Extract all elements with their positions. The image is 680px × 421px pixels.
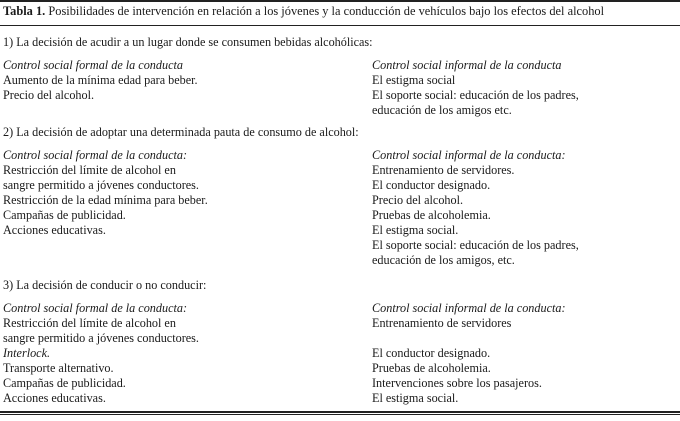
section-2-formal-item: Restricción de la edad mínima para beber. xyxy=(3,193,208,207)
section-2-formal-item: Campañas de publicidad. xyxy=(3,208,126,222)
section-1-informal-item: El soporte social: educación de los padres, xyxy=(372,88,579,102)
section-1-informal-item: educación de los amigos etc. xyxy=(372,103,512,117)
section-2-formal-item: Restricción del límite de alcohol en xyxy=(3,163,176,177)
section-1-formal-item: Aumento de la mínima edad para beber. xyxy=(3,73,198,87)
section-3-informal-item: El estigma social. xyxy=(372,391,459,405)
section-2-formal-item: Acciones educativas. xyxy=(3,223,106,237)
section-3-informal-item: Entrenamiento de servidores xyxy=(372,316,512,330)
table-caption xyxy=(3,4,679,19)
section-2-informal-heading: Control social informal de la conducta: xyxy=(372,148,566,162)
section-3-formal-item: Campañas de publicidad. xyxy=(3,376,126,390)
section-2-informal-item: El soporte social: educación de los padres, xyxy=(372,238,579,252)
section-2-informal-item: Entrenamiento de servidores. xyxy=(372,163,515,177)
section-3-informal-heading: Control social informal de la conducta: xyxy=(372,301,566,315)
section-2-informal-item: educación de los amigos, etc. xyxy=(372,253,515,267)
section-2-formal-item: sangre permitido a jóvenes conductores. xyxy=(3,178,199,192)
section-2-informal-item: El estigma social. xyxy=(372,223,459,237)
section-2-formal-heading: Control social formal de la conducta: xyxy=(3,148,188,162)
bottom-rule-thin xyxy=(0,414,680,415)
section-3-formal-item: Interlock. xyxy=(3,346,51,360)
bottom-rule-thick xyxy=(0,411,680,413)
section-3-formal-item: Restricción del límite de alcohol en xyxy=(3,316,176,330)
section-2-informal-item: Precio del alcohol. xyxy=(372,193,464,207)
section-1-formal-item: Precio del alcohol. xyxy=(3,88,95,102)
section-2-informal-item: Pruebas de alcoholemia. xyxy=(372,208,491,222)
section-2-title: 2) La decisión de adoptar una determinada pauta de consumo de alcohol: xyxy=(3,125,359,139)
section-3-informal-item: El conductor designado. xyxy=(372,346,491,360)
section-1-title: 1) La decisión de acudir a un lugar donde se consumen bebidas alcohólicas: xyxy=(3,35,373,49)
section-3-informal-item: Pruebas de alcoholemia. xyxy=(372,361,491,375)
section-1-formal-heading: Control social formal de la conducta xyxy=(3,58,183,72)
section-3-informal-item: Intervenciones sobre los pasajeros. xyxy=(372,376,542,390)
section-3-title: 3) La decisión de conducir o no conducir: xyxy=(3,278,207,292)
section-1-informal-heading: Control social informal de la conducta xyxy=(372,58,562,72)
section-3-formal-item: sangre permitido a jóvenes conductores. xyxy=(3,331,199,345)
section-3-formal-item: Acciones educativas. xyxy=(3,391,106,405)
caption-text: Posibilidades de intervención en relación a los jóvenes y la conducción de vehículos bajo los efectos del alcohol xyxy=(48,4,605,18)
top-rule-thin xyxy=(0,25,680,26)
section-2-informal-item: El conductor designado. xyxy=(372,178,491,192)
caption-label: Tabla 1. xyxy=(3,4,46,18)
top-rule-thick xyxy=(0,0,680,2)
section-3-formal-heading: Control social formal de la conducta: xyxy=(3,301,188,315)
section-1-informal-item: El estigma social xyxy=(372,73,456,87)
section-3-formal-item: Transporte alternativo. xyxy=(3,361,114,375)
